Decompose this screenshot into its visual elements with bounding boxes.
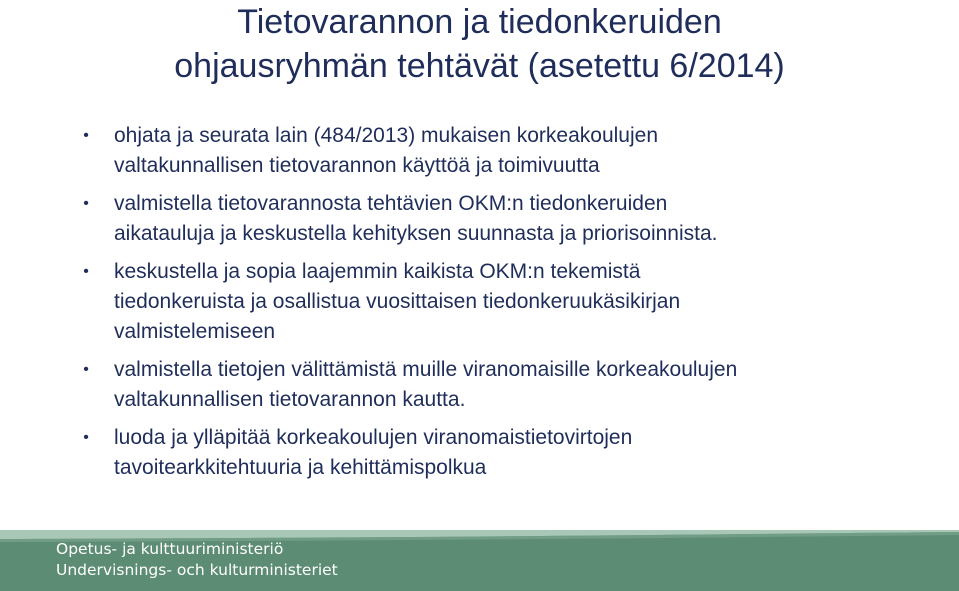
bullet-dot-icon: • [83,263,89,280]
slide-title [0,0,959,88]
bullet-list [78,121,938,491]
bullet-text-line: valtakunnallisen tietovarannon käyttöä ja toimivuutta [114,154,600,177]
bullet-dot-icon: • [83,127,89,144]
bullet-dot-icon: • [83,195,89,212]
footer-band [0,530,959,591]
bullet-text-line: tiedonkeruista ja osallistua vuosittaisen tiedonkeruukäsikirjan [114,290,681,313]
bullet-text-line: tavoitearkkitehtuuria ja kehittämispolkua [114,456,487,479]
bullet-text-line: keskustella ja sopia laajemmin kaikista OKM:n tekemistä [114,260,641,283]
bullet-item [78,423,938,483]
ministry-name-sv: Undervisnings- och kulturministeriet [56,561,338,579]
bullet-text-line: ohjata ja seurata lain (484/2013) mukaisen korkeakoulujen [114,124,659,147]
bullet-item [78,121,938,181]
bullet-item [78,189,938,249]
bullet-item [78,355,938,415]
ministry-name [56,539,338,581]
ministry-name-fi: Opetus- ja kulttuuriministeriö [56,540,284,558]
bullet-text-line: aikatauluja ja keskustella kehityksen suunnasta ja priorisoinnista. [114,222,718,245]
bullet-text-line: valmistella tietovarannosta tehtävien OKM:n tiedonkeruiden [114,192,668,215]
bullet-text-line: luoda ja ylläpitää korkeakoulujen viranomaistietovirtojen [114,426,633,449]
bullet-text-line: valmistelemiseen [114,320,276,343]
bullet-dot-icon: • [83,361,89,378]
bullet-text-line: valtakunnallisen tietovarannon kautta. [114,388,466,411]
bullet-dot-icon: • [83,429,89,446]
bullet-item [78,257,938,347]
title-line-2: ohjausryhmän tehtävät (asetettu 6/2014) [174,47,785,85]
title-line-1: Tietovarannon ja tiedonkeruiden [237,3,722,41]
bullet-text-line: valmistella tietojen välittämistä muille viranomaisille korkeakoulujen [114,358,738,381]
